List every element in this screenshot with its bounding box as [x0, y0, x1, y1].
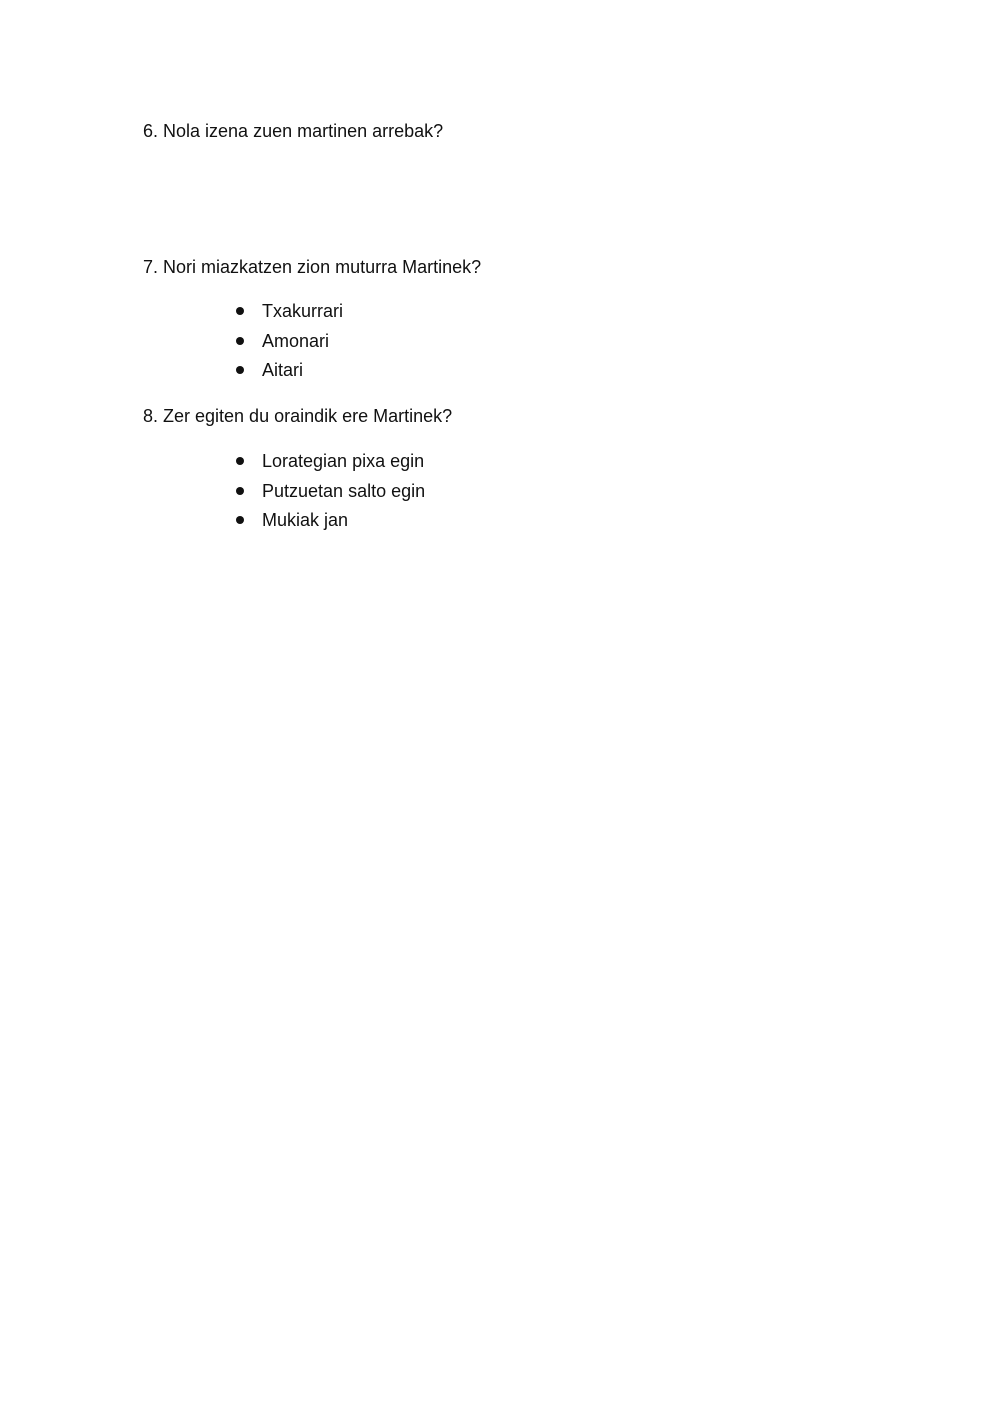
option-label: Mukiak jan — [262, 510, 349, 530]
bullet-icon — [236, 487, 244, 495]
option-label: Putzuetan salto egin — [262, 480, 426, 501]
bullet-icon — [236, 307, 244, 315]
question-7: 7. Nori miazkatzen zion muturra Martinek? — [143, 257, 482, 277]
question-8: 8. Zer egiten du oraindik ere Martinek? — [143, 406, 453, 426]
option-label: Amonari — [262, 330, 330, 351]
question-6: 6. Nola izena zuen martinen arrebak? — [143, 121, 444, 141]
option-label: Aitari — [262, 360, 304, 380]
option-label: Txakurrari — [262, 301, 344, 321]
bullet-icon — [236, 366, 244, 374]
bullet-icon — [236, 457, 244, 465]
option-label: Lorategian pixa egin — [262, 451, 425, 471]
bullet-icon — [236, 337, 244, 345]
bullet-icon — [236, 516, 244, 524]
